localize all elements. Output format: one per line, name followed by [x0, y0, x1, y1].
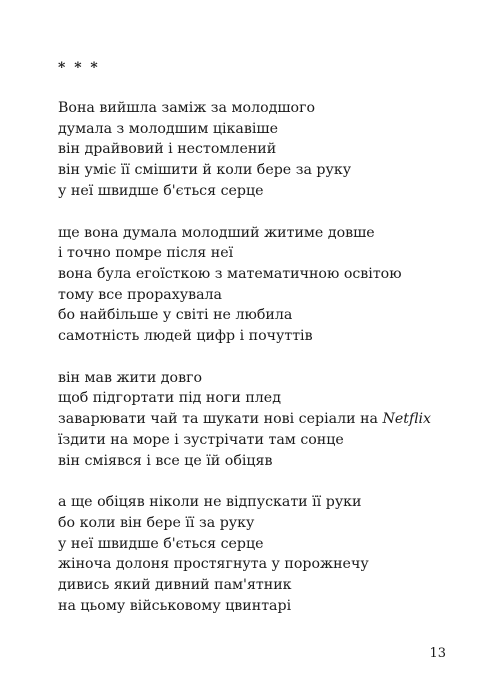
poem-line: у неї швидше б'ється серце	[58, 182, 264, 199]
poem-line: дивись який дивний пам'ятник	[58, 577, 292, 594]
stanza	[58, 368, 458, 472]
poem-line: на цьому військовому цвинтарі	[58, 597, 292, 614]
poem-line: бо найбільше у світі не любила	[58, 307, 293, 324]
poem-line: бо коли він бере її за руку	[58, 514, 255, 531]
stanza	[58, 98, 458, 202]
page-number: 13	[429, 646, 446, 661]
poem-line: самотність людей цифр і почуттів	[58, 328, 313, 345]
poem-line: він драйвовий і нестомлений	[58, 141, 277, 158]
poem-line: тому все прорахувала	[58, 286, 223, 303]
poem-line: вона була егоїсткою з математичною освітою	[58, 265, 402, 282]
poem-line: а ще обіцяв ніколи не відпускати її руки	[58, 494, 362, 511]
poem-line	[58, 409, 458, 430]
poem-line: їздити на море і зустрічати там сонце	[58, 431, 344, 448]
section-marker: * * *	[58, 60, 100, 76]
poem-line: у неї швидше б'ється серце	[58, 535, 264, 552]
poem-line: ще вона думала молодший житиме довше	[58, 224, 375, 241]
stanza	[58, 223, 458, 347]
poem-line: він сміявся і все це їй обіцяв	[58, 452, 273, 469]
netflix-emphasis: Netflix	[382, 411, 432, 428]
poem-line: він мав жити довго	[58, 369, 203, 386]
poem-line-text: заварювати чай та шукати нові серіали на	[58, 411, 383, 428]
poem	[58, 58, 458, 637]
poem-line: думала з молодшим цікавіше	[58, 120, 278, 137]
poem-line: він уміє її смішити й коли бере за руку	[58, 162, 352, 179]
stanza	[58, 492, 458, 616]
poem-line: жіноча долоня простягнута у порожнечу	[58, 556, 369, 573]
poem-line: Вона вийшла заміж за молодшого	[58, 100, 316, 116]
poem-line: і точно помре після неї	[58, 245, 234, 262]
poem-line: щоб підгортати під ноги плед	[58, 390, 281, 407]
